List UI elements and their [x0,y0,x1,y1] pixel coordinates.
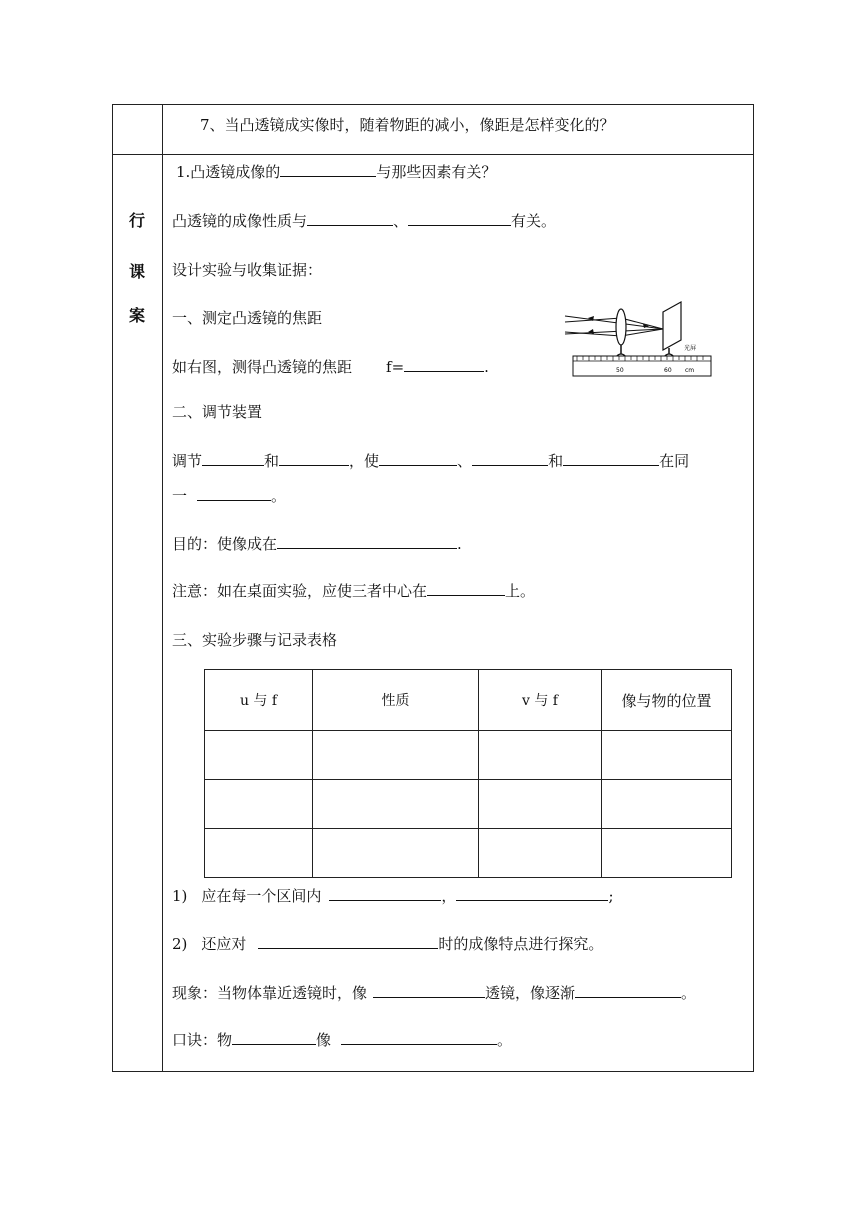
table-cell[interactable] [602,829,732,878]
column-divider [162,104,163,1072]
table-header-cell: 性质 [313,670,479,731]
ruler-label-60: 60 [664,367,672,374]
line-focal-length: 如右图，测得凸透镜的焦距 f= . [172,358,489,376]
side-label-char-2: 课 [128,262,145,281]
table-cell[interactable] [205,731,313,780]
question-7: 7、当凸透镜成实像时，随着物距的减小，像距是怎样变化的？ [200,116,615,134]
line-adjust-cont: 一 。 [172,487,287,505]
row-divider [112,154,754,155]
blank-field[interactable] [563,451,659,466]
table-cell[interactable] [205,780,313,829]
blank-field[interactable] [258,934,438,949]
ruler-label-50: 50 [616,367,624,374]
blank-field[interactable] [427,581,505,596]
line-purpose: 目的：使像成在 . [172,535,462,553]
ruler-label-cm: cm [685,367,695,374]
blank-field[interactable] [456,886,608,901]
line-note: 注意：如在桌面实验，应使三者中心在 上。 [172,582,536,600]
blank-field[interactable] [202,451,264,466]
blank-field[interactable] [404,357,484,372]
line-factors: 1.凸透镜成像的 与那些因素有关？ [176,163,497,181]
blank-field[interactable] [197,486,271,501]
side-label-char-1: 行 [128,211,145,230]
item-2: 2) 还应对 时的成像特点进行探究。 [172,935,604,953]
line-phenomenon: 现象：当物体靠近透镜时，像 透镜，像逐渐 。 [172,984,697,1002]
blank-field[interactable] [379,451,457,466]
blank-field[interactable] [472,451,548,466]
table-row [205,731,732,780]
table-cell[interactable] [313,731,479,780]
blank-field[interactable] [373,983,485,998]
table-cell[interactable] [313,829,479,878]
table-cell[interactable] [479,731,602,780]
table-cell[interactable] [602,731,732,780]
table-row [205,829,732,878]
line-properties: 凸透镜的成像性质与 、 有关。 [172,212,557,230]
side-label-char-3: 案 [128,306,145,325]
table-cell[interactable] [479,829,602,878]
section-2-title: 二、调节装置 [172,403,263,421]
screen-label: 光屏 [684,345,697,352]
lens-optics-figure [563,298,713,380]
table-row [205,780,732,829]
table-header-row [205,670,732,731]
table-cell[interactable] [313,780,479,829]
line-mnemonic: 口诀：物 像 。 [172,1031,513,1049]
blank-field[interactable] [575,983,681,998]
table-header-cell: v 与 f [479,670,602,731]
section-3-title: 三、实验步骤与记录表格 [172,631,338,649]
line-design: 设计实验与收集证据： [172,261,323,279]
blank-field[interactable] [341,1030,497,1045]
item-1: 1) 应在每一个区间内 ， ; [172,887,614,905]
section-1-title: 一、测定凸透镜的焦距 [172,309,323,327]
table-cell[interactable] [205,829,313,878]
blank-field[interactable] [280,162,376,177]
table-header-cell: u 与 f [205,670,313,731]
blank-field[interactable] [408,211,511,226]
table-cell[interactable] [479,780,602,829]
blank-field[interactable] [232,1030,316,1045]
line-adjust: 调节 和 ，使 、 和 在同 [172,452,690,470]
record-table [204,669,732,878]
blank-field[interactable] [279,451,349,466]
table-cell[interactable] [602,780,732,829]
blank-field[interactable] [329,886,441,901]
blank-field[interactable] [277,534,457,549]
table-header-cell: 像与物的位置 [602,670,732,731]
blank-field[interactable] [307,211,393,226]
